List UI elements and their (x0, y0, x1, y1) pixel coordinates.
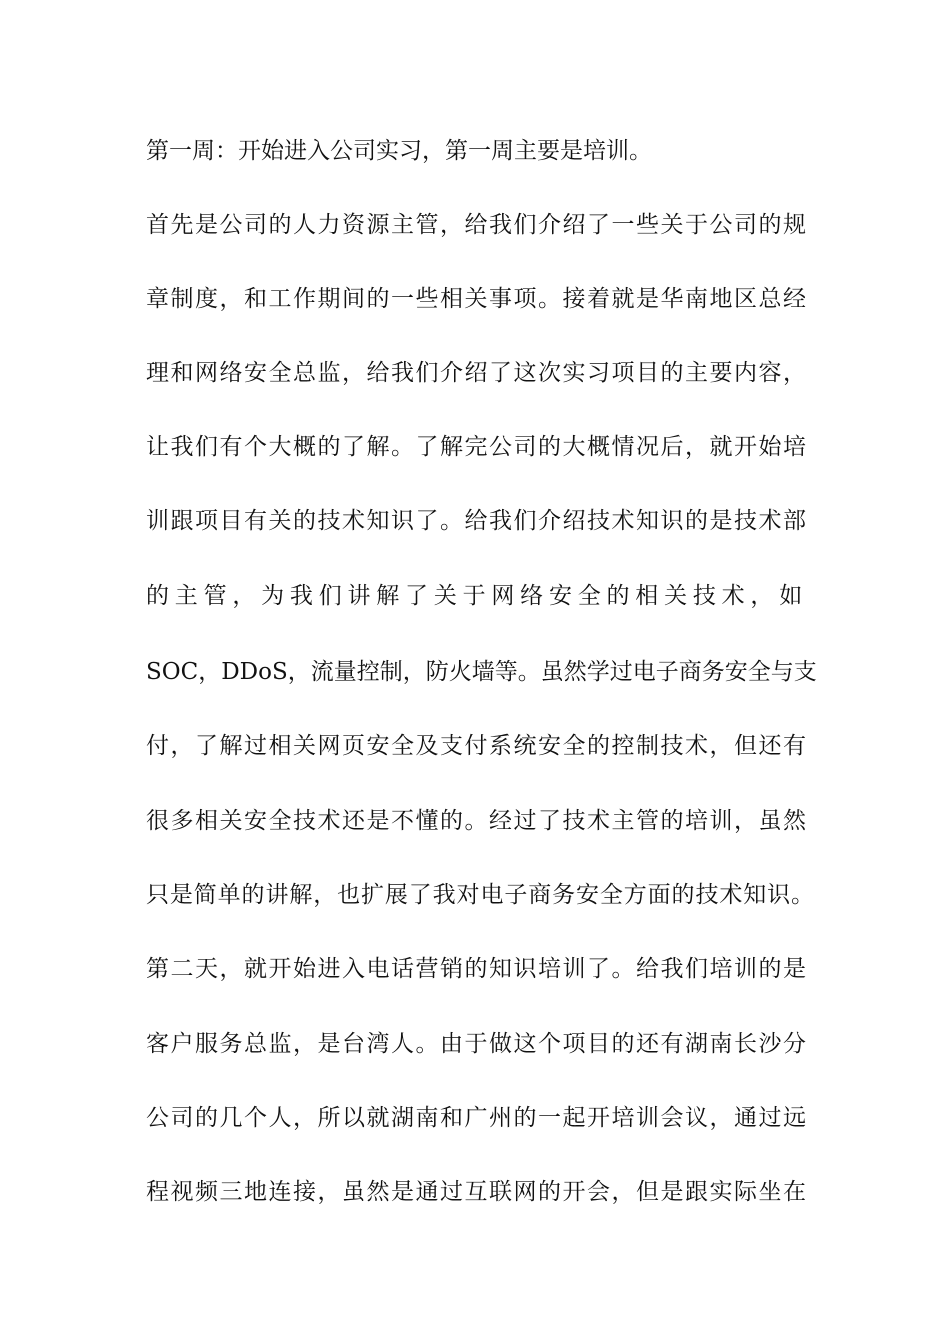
text-line: SOC，DDoS，流量控制，防火墙等。虽然学过电子商务安全与支 (146, 659, 817, 685)
text-line: 第一周：开始进入公司实习，第一周主要是培训。 (146, 138, 652, 164)
text-line: 很多相关安全技术还是不懂的。经过了技术主管的培训，虽然 (146, 808, 806, 834)
text-line: 只是简单的讲解，也扩展了我对电子商务安全方面的技术知识。 (146, 882, 814, 908)
text-line: 理和网络安全总监，给我们介绍了这次实习项目的主要内容， (146, 360, 806, 386)
text-line: 的主管，为我们讲解了关于网络安全的相关技术，如 (146, 583, 806, 609)
text-line: 首先是公司的人力资源主管，给我们介绍了一些关于公司的规 (146, 212, 806, 238)
text-line: 章制度，和工作期间的一些相关事项。接着就是华南地区总经 (146, 286, 806, 312)
text-line: 第二天，就开始进入电话营销的知识培训了。给我们培训的是 (146, 956, 806, 982)
text-line: 让我们有个大概的了解。了解完公司的大概情况后，就开始培 (146, 434, 806, 460)
text-line: 客户服务总监，是台湾人。由于做这个项目的还有湖南长沙分 (146, 1031, 806, 1057)
text-line: 公司的几个人，所以就湖南和广州的一起开培训会议，通过远 (146, 1105, 806, 1131)
text-line: 训跟项目有关的技术知识了。给我们介绍技术知识的是技术部 (146, 508, 806, 534)
text-line: 程视频三地连接，虽然是通过互联网的开会，但是跟实际坐在 (146, 1179, 806, 1205)
text-line: 付，了解过相关网页安全及支付系统安全的控制技术，但还有 (146, 733, 806, 759)
